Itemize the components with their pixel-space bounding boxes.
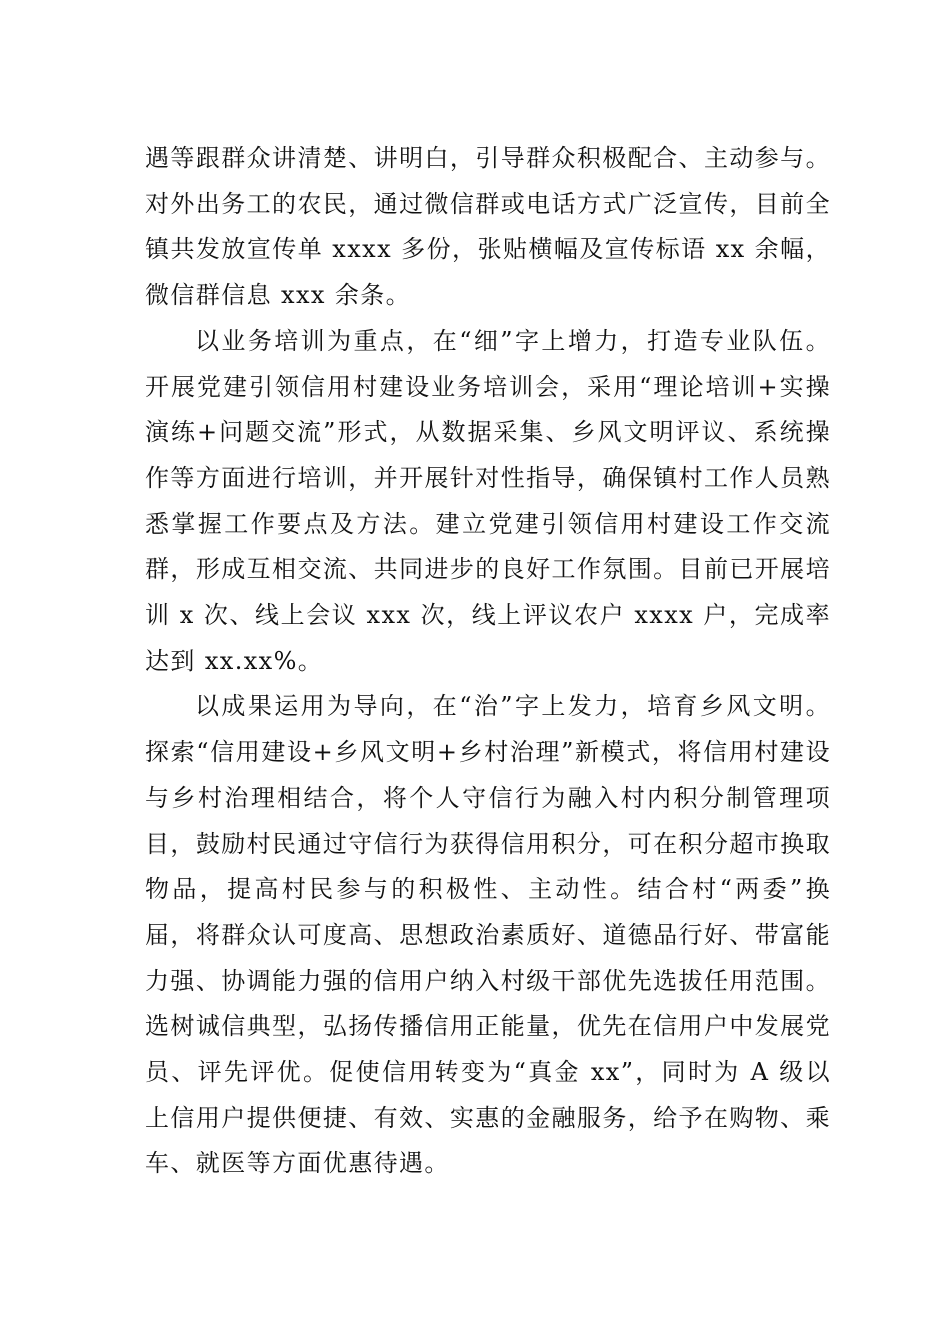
paragraph-continuation: 遇等跟群众讲清楚、讲明白，引导群众积极配合、主动参与。对外出务工的农民，通过微信群或电话方式广泛宣传，目前全镇共发放宣传单 xxxx 多份，张贴横幅及宣传标语 xx 余幅，微信群信息 xxx 余条。 xyxy=(145,144,831,310)
document-page xyxy=(145,136,831,1187)
paragraph-business-training: 以业务培训为重点，在“细”字上增力，打造专业队伍。开展党建引领信用村建设业务培训会，采用“理论培训+实操演练+问题交流”形式，从数据采集、乡风文明评议、系统操作等方面进行培训，并开展针对性指导，确保镇村工作人员熟悉掌握工作要点及方法。建立党建引领信用村建设工作交流群，形成互相交流、共同进步的良好工作氛围。目前已开展培训 x 次、线上会议 xxx 次，线上评议农户 xxxx 户，完成率达到 xx.xx%。 xyxy=(145,326,831,675)
paragraph-results-application: 以成果运用为导向，在“治”字上发力，培育乡风文明。探索“信用建设+乡风文明+乡村治理”新模式，将信用村建设与乡村治理相结合，将个人守信行为融入村内积分制管理项目，鼓励村民通过守信行为获得信用积分，可在积分超市换取物品，提高村民参与的积极性、主动性。结合村“两委”换届，将群众认可度高、思想政治素质好、道德品行好、带富能力强、协调能力强的信用户纳入村级干部优先选拔任用范围。选树诚信典型，弘扬传播信用正能量，优先在信用户中发展党员、评先评优。促使信用转变为“真金 xx”，同时为 A 级以上信用户提供便捷、有效、实惠的金融服务，给予在购物、乘车、就医等方面优惠待遇。 xyxy=(145,692,831,1178)
